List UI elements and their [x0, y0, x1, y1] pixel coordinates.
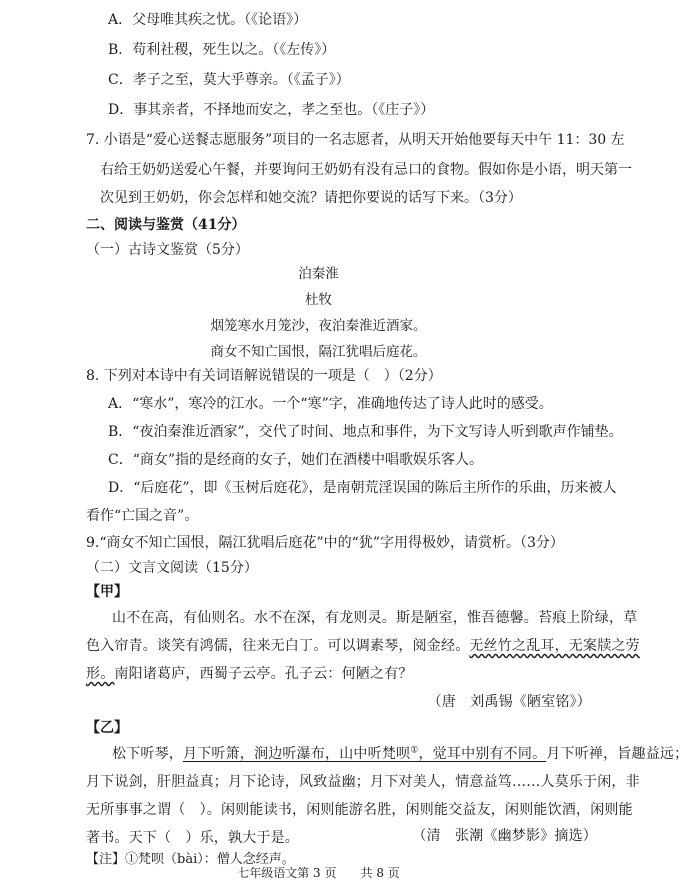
poem-line-1: 烟笼寒水月笼沙，夜泊秦淮近酒家。 — [210, 318, 427, 334]
passage-jia-line-3 — [86, 664, 413, 685]
option-d: D．事其亲者，不择地而安之，孝之至也。（《庄子》） — [108, 102, 435, 118]
question-8: 8. 下列对本诗中有关词语解说错误的一项是（ ）（2分） — [86, 368, 442, 384]
passage-yi-label: 【乙】 — [86, 720, 128, 736]
passage-yi-line-3: 无所事事之谓（ ）。闲则能读书，闲则能游名胜，闲则能交益友，闲则能饮酒，闲则能 — [86, 802, 633, 818]
passage-jia-source: （唐 刘禹锡《陋室铭》） — [427, 694, 591, 710]
q8-option-a: A．“寒水”，寒冷的江水。一个“寒”字，准确地传达了诗人此时的感受。 — [108, 396, 553, 412]
passage-jia-label: 【甲】 — [86, 584, 128, 600]
question-7-line-1: 7. 小语是“爱心送餐志愿服务”项目的一名志愿者，从明天开始他要每天中午 11：30 左 — [86, 132, 625, 148]
page-footer: 七年级语文第 3 页 共 8 页 — [237, 866, 400, 880]
poem-author: 杜牧 — [305, 292, 332, 308]
passage-yi-line-1 — [112, 744, 688, 765]
poem-title: 泊秦淮 — [298, 266, 339, 282]
passage-yi-underlined-text: 月下听箫，涧边听瀑布，山中听梵呗 — [183, 746, 411, 762]
q8-option-b: B．“夜泊秦淮近酒家”，交代了时间、地点和事件，为下文写诗人听到歌声作铺垫。 — [108, 424, 623, 440]
question-7-line-3: 次见到王奶奶，你会怎样和她交流？请把你要说的话写下来。（3分） — [100, 190, 522, 206]
section-2-heading: 二、阅读与鉴赏（41分） — [86, 217, 246, 233]
passage-jia-line-2 — [86, 636, 640, 657]
option-b: B．苟利社稷，死生以之。（《左传》） — [108, 42, 336, 58]
poem-line-2: 商女不知亡国恨，隔江犹唱后庭花。 — [210, 344, 427, 360]
passage-yi-line-2: 月下说剑，肝胆益真；月下论诗，风致益幽；月下对美人，情意益笃……人莫乐于闲，非 — [86, 774, 640, 790]
passage-yi-underlined-end: ，觉耳中别有不同。 — [418, 746, 547, 762]
passage-yi-source: （清 张潮《幽梦影》摘选） — [412, 828, 597, 844]
passage-yi-line-1-end: 月下听禅，旨趣益远； — [546, 746, 688, 762]
q8-option-d-line-2: 看作“亡国之音”。 — [86, 508, 199, 524]
passage-jia-line-3-text: 南阳诸葛庐，西蜀子云亭。孔子云：何陋之有？ — [114, 666, 413, 682]
passage-jia-wavy-end: 形。 — [86, 666, 115, 682]
subsection-1-heading: （一）古诗文鉴赏（5分） — [86, 242, 249, 258]
q8-option-d-line-1: D．“后庭花”，即《玉树后庭花》，是南朝荒淫误国的陈后主所作的乐曲，历来被人 — [108, 480, 617, 496]
passage-yi-underlined-phrase — [183, 746, 546, 762]
passage-jia-line-1: 山不在高，有仙则名。水不在深，有龙则灵。斯是陋室，惟吾德馨。苔痕上阶绿，草 — [112, 610, 638, 626]
footnote-marker: ① — [410, 745, 419, 756]
passage-yi-line-1-start: 松下听琴， — [112, 746, 183, 762]
passage-yi-line-4: 著书。天下（ ）乐，孰大于是。 — [86, 830, 299, 846]
question-9: 9.“商女不知亡国恨，隔江犹唱后庭花”中的“犹”字用得极妙，请赏析。（3分） — [86, 535, 564, 551]
passage-jia-line-2-text: 色入帘青。谈笑有鸿儒，往来无白丁。可以调素琴，阅金经。 — [86, 638, 470, 654]
subsection-2-heading: （二）文言文阅读（15分） — [86, 560, 258, 576]
option-c: C．孝子之至，莫大乎尊亲。（《孟子》） — [108, 72, 350, 88]
passage-jia-wavy-phrase: 无丝竹之乱耳，无案牍之劳 — [469, 638, 640, 654]
footnote: 【注】①梵呗（bài）：僧人念经声。 — [86, 852, 295, 867]
question-7-line-2: 右给王奶奶送爱心午餐，并要询问王奶奶有没有忌口的食物。假如你是小语，明天第一 — [100, 162, 632, 178]
option-a: A．父母唯其疾之忧。（《论语》） — [108, 12, 308, 28]
q8-option-c: C．“商女”指的是经商的女子，她们在酒楼中唱歌娱乐客人。 — [108, 452, 484, 468]
